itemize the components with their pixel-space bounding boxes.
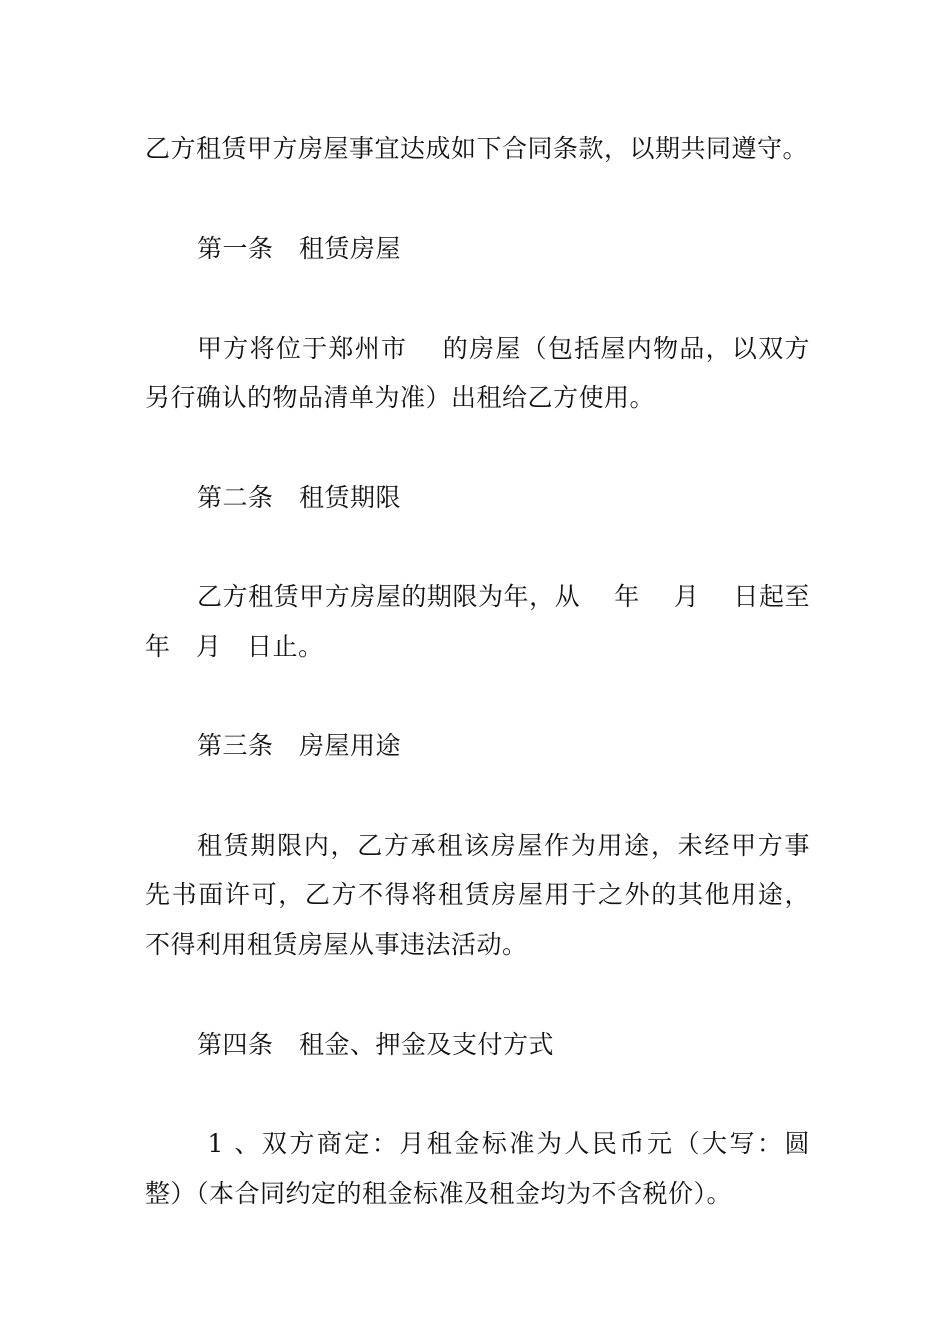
article-3-text-line-1: 租赁期限内，乙方承租该房屋作为用途，未经甲方事 <box>197 831 810 860</box>
article-3-text-line-3: 不得利用租赁房屋从事违法活动。 <box>145 930 528 959</box>
article-3-heading: 第三条 房屋用途 <box>197 731 402 760</box>
article-2-text-line-2: 年 月 日止。 <box>145 632 324 661</box>
article-4-item-1-line-1: 1 、双方商定：月租金标准为人民币元（大写：圆 <box>197 1129 810 1158</box>
article-2-text-line-1: 乙方租赁甲方房屋的期限为年，从 年 月 日起至 <box>197 582 810 611</box>
article-3-text-line-2: 先书面许可，乙方不得将租赁房屋用于之外的其他用途， <box>145 880 810 909</box>
article-4-heading: 第四条 租金、押金及支付方式 <box>197 1030 555 1059</box>
article-2-heading: 第二条 租赁期限 <box>197 483 402 512</box>
article-1-text-line-2: 另行确认的物品清单为准）出租给乙方使用。 <box>145 383 656 412</box>
article-1-text-line-1: 甲方将位于郑州市 的房屋（包括屋内物品，以双方 <box>197 334 810 363</box>
article-1-heading: 第一条 租赁房屋 <box>197 234 402 263</box>
article-4-item-1-line-2: 整）（本合同约定的租金标准及租金均为不含税价）。 <box>145 1179 733 1208</box>
intro-paragraph: 乙方租赁甲方房屋事宜达成如下合同条款，以期共同遵守。 <box>145 134 809 163</box>
